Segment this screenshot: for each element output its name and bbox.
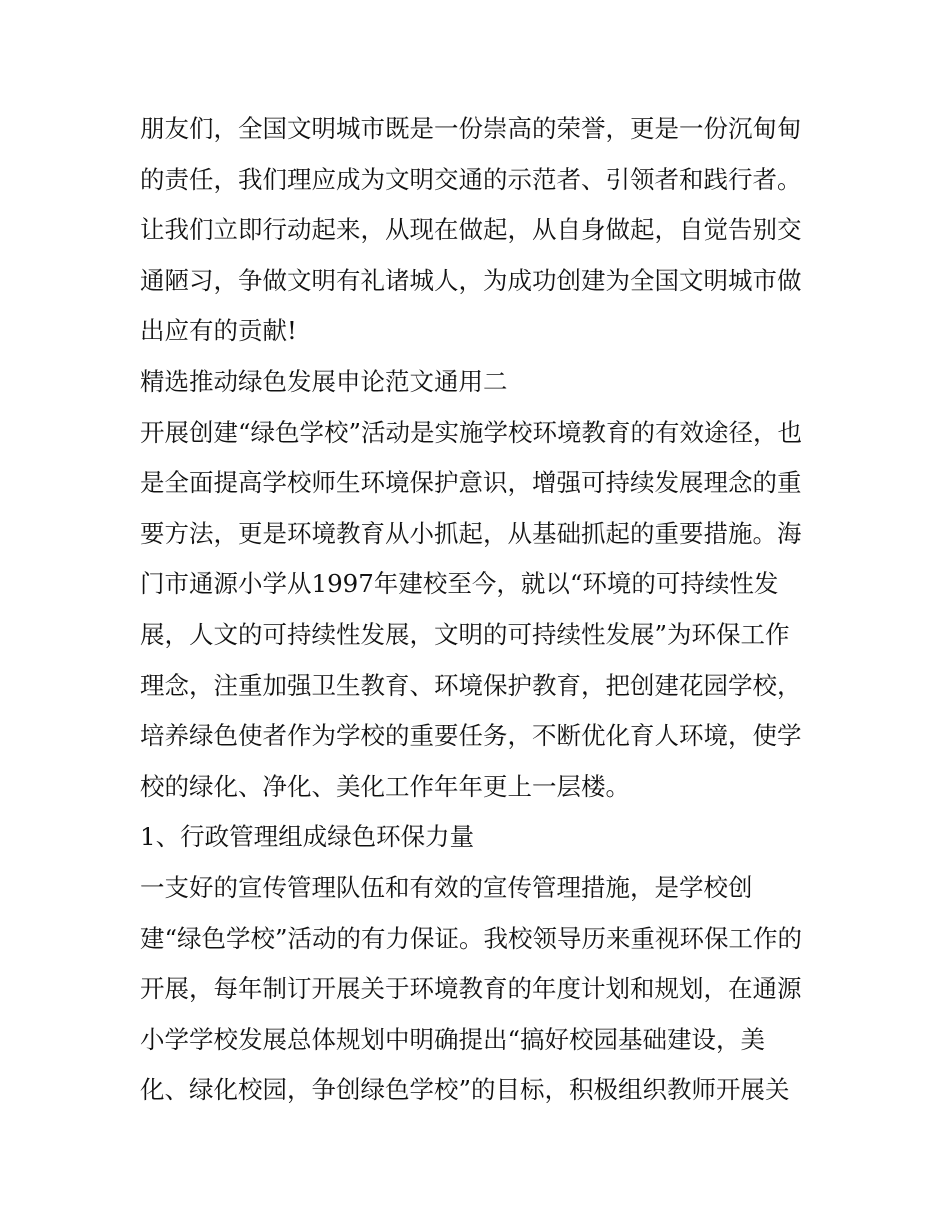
- text-line: 的责任，我们理应成为文明交通的示范者、引领者和践行者。: [140, 164, 802, 194]
- subsection-heading: 1、行政管理组成绿色环保力量: [140, 822, 475, 852]
- text-line: 要方法，更是环境教育从小抓起，从基础抓起的重要措施。海: [140, 518, 802, 548]
- text-line: 建“绿色学校”活动的有力保证。我校领导历来重视环保工作的: [140, 923, 803, 953]
- text-line: 小学学校发展总体规划中明确提出“搞好校园基础建设，美: [140, 1024, 766, 1054]
- text-line: 朋友们，全国文明城市既是一份崇高的荣誉，更是一份沉甸甸: [140, 114, 802, 143]
- text-line: 开展创建“绿色学校”活动是实施学校环境教育的有效途径，也: [140, 417, 803, 447]
- text-line: 出应有的贡献!: [140, 316, 297, 346]
- text-line: 门市通源小学从1997年建校至今，就以“环境的可持续性发: [140, 569, 779, 599]
- text-line: 理念，注重加强卫生教育、环境保护教育，把创建花园学校，: [140, 670, 802, 700]
- text-line: 是全面提高学校师生环境保护意识，增强可持续发展理念的重: [140, 468, 802, 498]
- text-line: 开展，每年制订开展关于环境教育的年度计划和规划，在通源: [140, 974, 802, 1004]
- text-line: 化、绿化校园，争创绿色学校”的目标，积极组织教师开展关: [140, 1075, 790, 1105]
- text-line: 展，人文的可持续性发展，文明的可持续性发展”为环保工作: [140, 619, 790, 649]
- text-line: 通陋习，争做文明有礼诸城人，为成功创建为全国文明城市做: [140, 265, 802, 295]
- text-line: 一支好的宣传管理队伍和有效的宣传管理措施，是学校创: [140, 872, 753, 902]
- body-text: [140, 104, 820, 1116]
- text-line: 校的绿化、净化、美化工作年年更上一层楼。: [140, 771, 630, 801]
- text-line: 培养绿色使者作为学校的重要任务，不断优化育人环境，使学: [140, 721, 802, 751]
- section-heading: 精选推动绿色发展申论范文通用二: [140, 366, 508, 396]
- text-line: 让我们立即行动起来，从现在做起，从自身做起，自觉告别交: [140, 215, 802, 245]
